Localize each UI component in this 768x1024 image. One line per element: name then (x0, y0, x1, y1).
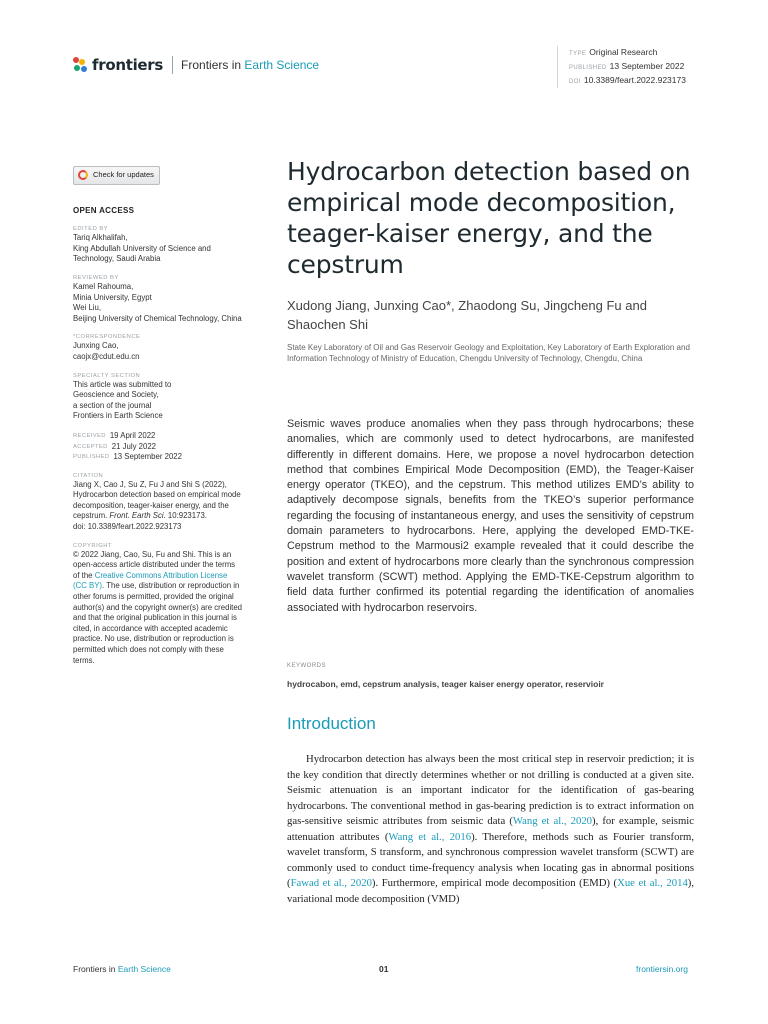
journal-subject: Earth Science (244, 58, 320, 72)
reviewer-affiliation: Minia University, Egypt (73, 292, 152, 302)
specialty-line: Geoscience and Society, (73, 390, 159, 400)
journal-prefix: Frontiers in (181, 58, 245, 72)
type-value: Original Research (589, 47, 658, 57)
specialty-line: This article was submitted to (73, 379, 172, 389)
logo-divider (172, 56, 173, 74)
article-title: Hydrocarbon detection based on empirical mode decomposition, teager-kaiser energy, and the cepstrum (287, 157, 691, 279)
specialty-line: a section of the journal (73, 400, 152, 410)
copyright-label: COPYRIGHT (73, 542, 112, 549)
body-text: Hydrocarbon detection has always been the most critical step in reservoir prediction; it is the key condition that directly determines whether or not drilling is conducted at a given site. Seismic attenuation is an important indicator for the identification of gas-bearing hydrocarbons. The conventional method in gas-bearing prediction is to extract information on gas-sensitive seismic attributes from seismic data ( (287, 753, 694, 827)
introduction-paragraph (287, 752, 694, 907)
check-updates-icon (78, 170, 88, 180)
article-affiliation: State Key Laboratory of Oil and Gas Reservoir Geology and Exploitation, Key Laboratory of Earth Exploration and Information Technology of Ministry of Education, Chengdu University of Technology, Chengdu, China (287, 343, 690, 364)
body-text: ). Therefore, methods such as Fourier transform, wavelet transform, S transform, and synchronous compression wavelet transform (SCWT) are commonly used to conduct time-frequency analysis when locating gas in abnormal positions ( (287, 830, 695, 889)
section-heading-introduction: Introduction (287, 714, 376, 733)
article-meta (557, 46, 686, 88)
type-label: TYPE (569, 51, 587, 57)
published-date: 13 September 2022 (113, 452, 182, 462)
body-text: ), variational mode decomposition (VMD) (287, 877, 695, 905)
keywords: hydrocabon, emd, cepstrum analysis, teager kaiser energy operator, reservioir (287, 679, 604, 689)
citation-journal: Front. Earth Sci. (109, 511, 166, 521)
citation-label: CITATION (73, 472, 104, 479)
frontiers-logo-icon (73, 57, 89, 73)
article-abstract: Seismic waves produce anomalies when they pass through hydrocarbons; these anomalies, which are commonly used to detect hydrocarbons, are manifested differently in different domains. Here, we propose a novel hydrocarbon detection method that combines Empirical Mode Decomposition (EMD), the Teager-Kaiser energy operator (TKEO), and the cepstrum. This method utilizes EMD’s ability to adaptively decompose signals, benefits from the TKEO’s superior performance regarding the focusing of instantaneous energy, and uses the sensitivity of cepstrum domain parameters to hydrocarbons. Here, applying the developed EMD-TKE-Cepstrum method to the Marmousi2 example revealed that it could describe the position and extent of hydrocarbons more clearly than the synchronous compression wavelet transform (SCWT) method. Applying the EMD-TKE-Cepstrum algorithm to field data further confirmed its potential regarding the identification of anomalies associated with hydrocarbon reservoirs. (287, 418, 694, 614)
citation-text (73, 480, 243, 533)
reviewer-affiliation: Beijing University of Chemical Technology, China (73, 313, 242, 323)
copyright-text (73, 550, 243, 667)
footer-journal (73, 964, 171, 974)
correspondent-name: Junxing Cao, (73, 341, 119, 351)
doi-value[interactable]: 10.3389/feart.2022.923173 (583, 75, 686, 85)
citation-link[interactable]: Wang et al., 2020 (512, 815, 593, 827)
check-updates-label: Check for updates (93, 170, 154, 179)
doi-label: DOI (569, 79, 581, 85)
editor-name: Tariq Alkhalifah, (73, 233, 128, 243)
copyright-before: © 2022 Jiang, Cao, Su, Fu and Shi. This is an open-access article distributed under the terms of the (73, 549, 236, 580)
published-row (73, 452, 243, 463)
specialty-line: Frontiers in Earth Science (73, 411, 163, 421)
body-text: ). Furthermore, empirical mode decomposition (EMD) ( (371, 877, 618, 889)
citation-body: Jiang X, Cao J, Su Z, Fu J and Shi S (2022), Hydrocarbon detection based on empirical mode decomposition, teager-kaiser energy, and the cepstrum. (73, 479, 241, 521)
reviewer-name: Kamel Rahouma, (73, 281, 134, 291)
received-label: RECEIVED (73, 432, 106, 439)
correspondence-label: *CORRESPONDENCE (73, 334, 141, 341)
footer-journal-prefix: Frontiers in (73, 964, 118, 974)
citation-volume: 10:923173. (167, 511, 207, 521)
correspondent-email[interactable]: caojx@cdut.edu.cn (73, 351, 140, 361)
received-date: 19 April 2022 (109, 430, 156, 440)
published-value: 13 September 2022 (609, 61, 685, 71)
published-label: PUBLISHED (569, 65, 607, 71)
copyright-after: . The use, distribution or reproduction in other forums is permitted, provided the original author(s) and the copyright owner(s) are credited and that the original publication in this journal is cited, in accordance with accepted academic practice. No use, distribution or reproduction is permitted which does not comply with these terms. (73, 581, 243, 665)
article-sidebar (73, 166, 243, 666)
footer-site-link[interactable]: frontiersin.org (636, 964, 688, 974)
article-authors: Xudong Jiang, Junxing Cao*, Zhaodong Su, Jingcheng Fu and Shaochen Shi (287, 298, 647, 332)
body-text: ), for example, seismic attenuation attributes ( (287, 815, 694, 843)
keywords-label: KEYWORDS (287, 663, 327, 669)
journal-name[interactable] (181, 58, 319, 72)
citation-doi[interactable]: doi: 10.3389/feart.2022.923173 (73, 522, 182, 532)
editor-affiliation: King Abdullah University of Science and Technology, Saudi Arabia (73, 243, 211, 264)
reviewer-name: Wei Liu, (73, 303, 102, 313)
accepted-label: ACCEPTED (73, 443, 108, 450)
specialty-label: SPECIALTY SECTION (73, 372, 141, 379)
accepted-date: 21 July 2022 (111, 441, 156, 451)
footer-journal-subject: Earth Science (117, 964, 171, 974)
check-updates-button[interactable] (73, 166, 160, 185)
citation-link[interactable]: Fawad et al., 2020 (290, 877, 372, 889)
published-label: PUBLISHED (73, 454, 110, 461)
citation-link[interactable]: Xue et al., 2014 (617, 877, 688, 889)
page-number: 01 (379, 964, 389, 974)
frontiers-logo[interactable] (73, 56, 319, 74)
reviewed-by-label: REVIEWED BY (73, 274, 119, 281)
received-row (73, 431, 243, 442)
license-link[interactable]: Creative Commons Attribution License (CC BY) (73, 570, 228, 591)
citation-link[interactable]: Wang et al., 2016 (388, 830, 472, 843)
edited-by-label: EDITED BY (73, 226, 109, 233)
logo-wordmark: frontiers (92, 56, 164, 74)
open-access-label: OPEN ACCESS (73, 205, 135, 215)
accepted-row (73, 442, 243, 453)
